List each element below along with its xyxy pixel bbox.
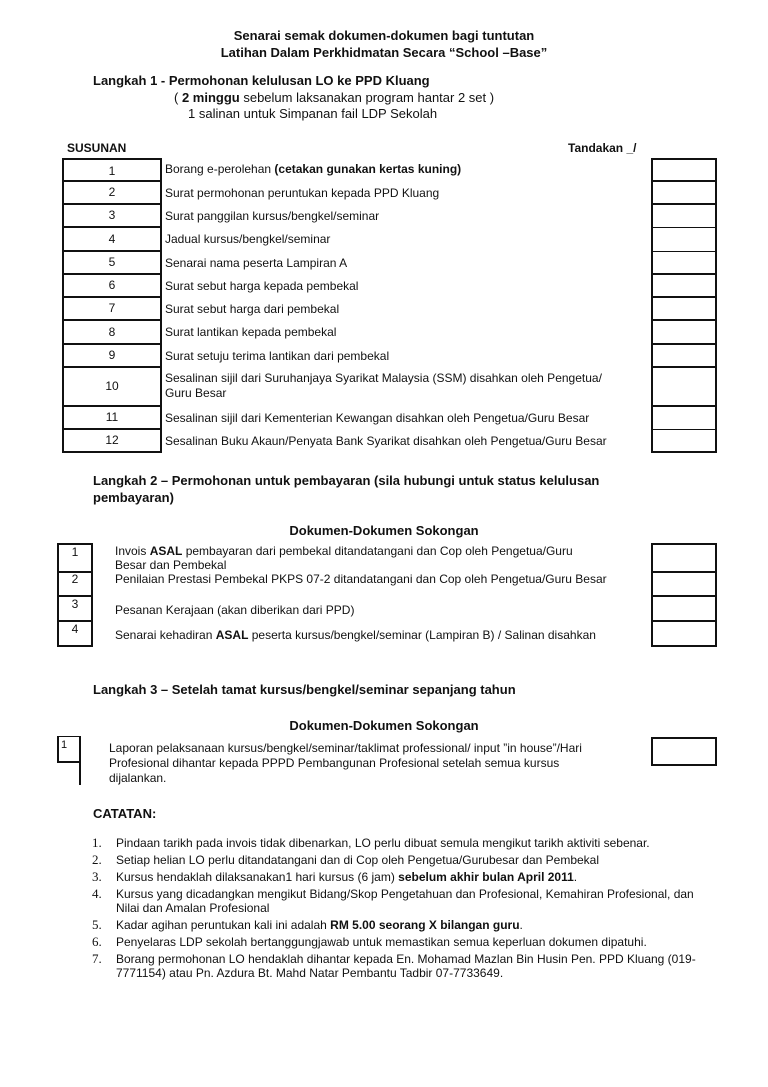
step2-check-box[interactable] [651, 572, 717, 597]
step2-check-box[interactable] [651, 622, 717, 647]
step1-subtitle [174, 90, 494, 105]
step1-row-number: 11 [62, 407, 162, 430]
step1-sub-bold: 2 minggu [181, 90, 240, 105]
note-number: 3. [92, 869, 102, 884]
step3-check-box[interactable] [651, 737, 717, 766]
step2-row-text [115, 544, 573, 572]
step1-row-text-main: Jadual kursus/bengkel/seminar [165, 232, 331, 246]
note-text: Pindaan tarikh pada invois tidak dibenarkan, LO perlu dibuat semula mengikut tarikh aktiviti sebenar. [116, 836, 650, 850]
step1-heading: Langkah 1 - Permohonan kelulusan LO ke PPD Kluang [93, 73, 430, 88]
column-header-susunan: SUSUNAN [67, 141, 127, 155]
step1-row-text [165, 349, 389, 364]
step3-number-box [57, 736, 81, 763]
step1-check-box[interactable] [651, 298, 717, 321]
step1-check-box[interactable] [651, 430, 717, 453]
step2-check-box[interactable] [651, 543, 717, 573]
note-text-post: . [519, 918, 523, 932]
step3-subheading: Dokumen-Dokumen Sokongan [289, 718, 479, 733]
step1-check-box[interactable] [651, 205, 717, 228]
step1-row-text-main: Surat panggilan kursus/bengkel/seminar [165, 209, 380, 223]
step1-check-box[interactable] [651, 407, 717, 430]
step2-heading [93, 472, 599, 506]
step1-check-box[interactable] [651, 228, 717, 252]
note-item [92, 952, 712, 980]
step1-row-text [165, 434, 607, 449]
step2-subheading: Dokumen-Dokumen Sokongan [289, 523, 479, 538]
step1-check-box[interactable] [651, 182, 717, 205]
step1-row-text-main: Surat setuju terima lantikan dari pembekal [165, 349, 390, 363]
step1-row-text-line1: Sesalinan sijil dari Suruhanjaya Syarikat Malaysia (SSM) disahkan oleh Pengetua/ [165, 371, 602, 385]
step1-check-box[interactable] [651, 275, 717, 298]
step2-row-text-line1 [115, 572, 607, 586]
step1-sub-open: ( [174, 90, 182, 105]
step2-row-text-line1 [115, 544, 573, 558]
step3-row-number: 1 [61, 739, 68, 751]
step1-check-box[interactable] [651, 321, 717, 345]
step3-number-line [79, 761, 81, 785]
step2-row-number: 4 [57, 622, 93, 647]
note-text: Borang permohonan LO hendaklah dihantar kepada En. Mohamad Mazlan Bin Husin Pen. PPD Kluang (019-7771154) atau Pn. Azdura Bt. Mahd Natar Pembantu Tadbir 07-7733649. [116, 952, 696, 980]
document-title-line1: Senarai semak dokumen-dokumen bagi tuntutan [233, 28, 535, 43]
note-item [92, 870, 712, 884]
note-item [92, 935, 712, 949]
note-number: 7. [92, 951, 102, 966]
step2-row-text [115, 603, 354, 617]
step1-check-box[interactable] [651, 158, 717, 182]
step1-row-text [165, 279, 358, 294]
step1-row-number: 3 [62, 205, 162, 228]
step1-row-text [165, 209, 379, 224]
step1-row-number: 4 [62, 228, 162, 252]
step2-row-number: 3 [57, 597, 93, 622]
note-number: 1. [92, 835, 102, 850]
step1-check-box[interactable] [651, 252, 717, 275]
column-header-tandakan: Tandakan _/ [568, 141, 637, 155]
step2-row-text-post: pembayaran dari pembekal ditandatangani dan Cop oleh Pengetua/Guru [182, 544, 573, 558]
note-item [92, 853, 712, 867]
note-number: 4. [92, 886, 102, 901]
note-item [92, 918, 712, 932]
note-item [92, 836, 712, 850]
step1-row-text [165, 371, 602, 401]
step1-row-number: 5 [62, 252, 162, 275]
note-number: 5. [92, 917, 102, 932]
note-text-post: . [573, 870, 578, 884]
step1-row-number: 1 [62, 158, 162, 182]
step1-check-box[interactable] [651, 368, 717, 407]
step3-row-line2: Profesional dihantar kepada PPPD Pembangunan Profesional setelah semua kursus [109, 756, 560, 770]
note-item [92, 887, 712, 915]
step1-row-number: 9 [62, 345, 162, 368]
step1-row-text [165, 186, 439, 201]
step2-row-number: 2 [57, 572, 93, 597]
step2-row-text-pre: Penilaian Prestasi Pembekal PKPS 07-2 ditandatangani dan Cop oleh Pengetua/Guru Besar [115, 572, 607, 586]
step2-row-text-bold: ASAL [215, 628, 249, 642]
step2-row-text [115, 572, 607, 586]
step2-row-text-pre: Senarai kehadiran [115, 628, 216, 642]
notes-list [92, 836, 712, 983]
step1-row-text-main: Senarai nama peserta Lampiran A [165, 256, 348, 270]
step1-row-number: 7 [62, 298, 162, 321]
step1-row-text [165, 325, 336, 340]
step1-row-number: 2 [62, 182, 162, 205]
step1-row-number: 10 [62, 368, 162, 407]
step2-heading-line2: pembayaran) [93, 490, 174, 505]
step1-row-text [165, 256, 347, 271]
step1-sub-rest: sebelum laksanakan program hantar 2 set ) [239, 90, 495, 105]
step2-row-text-line1 [115, 628, 596, 642]
step1-row-number: 12 [62, 430, 162, 453]
note-text-bold: RM 5.00 seorang X bilangan guru [330, 918, 520, 932]
step3-row-line3: dijalankan. [109, 771, 167, 785]
step3-row-text [109, 741, 582, 786]
step2-row-text-post: peserta kursus/bengkel/seminar (Lampiran B) / Salinan disahkan [248, 628, 596, 642]
notes-heading: CATATAN: [93, 806, 157, 821]
step1-row-text-main: Sesalinan sijil dari Kementerian Kewangan disahkan oleh Pengetua/Guru Besar [165, 411, 590, 425]
step1-copy-note: 1 salinan untuk Simpanan fail LDP Sekolah [188, 106, 438, 121]
step1-check-box[interactable] [651, 345, 717, 368]
step2-row-text [115, 628, 596, 642]
step1-row-number: 6 [62, 275, 162, 298]
step2-row-text-pre: Invois [115, 544, 150, 558]
step1-row-text-main: Borang e-perolehan [165, 162, 275, 176]
step1-row-text-bold: (cetakan gunakan kertas kuning) [274, 162, 462, 176]
step1-row-number: 8 [62, 321, 162, 345]
step1-row-text-main: Surat sebut harga dari pembekal [165, 302, 340, 316]
step1-row-text [165, 232, 330, 247]
step1-row-text [165, 411, 589, 426]
step2-row-text-bold: ASAL [149, 544, 183, 558]
note-number: 6. [92, 934, 102, 949]
step2-row-text-line1 [115, 603, 354, 617]
step3-heading: Langkah 3 – Setelah tamat kursus/bengkel/seminar sepanjang tahun [93, 682, 516, 697]
step1-row-text-main: Surat permohonan peruntukan kepada PPD Kluang [165, 186, 440, 200]
note-text-bold: sebelum akhir bulan April 2011 [398, 870, 574, 884]
note-text: Setiap helian LO perlu ditandatangani dan di Cop oleh Pengetua/Gurubesar dan Pembekal [116, 853, 600, 867]
step2-check-box[interactable] [651, 597, 717, 622]
step2-row-number: 1 [57, 543, 93, 573]
note-number: 2. [92, 852, 102, 867]
step2-row-text-pre: Pesanan Kerajaan (akan diberikan dari PPD) [115, 603, 355, 617]
step1-row-text-line2: Guru Besar [165, 386, 227, 400]
note-text: Penyelaras LDP sekolah bertanggungjawab untuk memastikan semua keperluan dokumen dipatuhi. [116, 935, 647, 949]
step1-row-text [165, 302, 339, 317]
step1-row-text-main: Surat sebut harga kepada pembekal [165, 279, 359, 293]
step2-row-text-line2: Besar dan Pembekal [115, 558, 227, 572]
step1-row-text-main: Surat lantikan kepada pembekal [165, 325, 337, 339]
note-text: Kursus yang dicadangkan mengikut Bidang/Skop Pengetahuan dan Profesional, Kemahiran Profesional, dan Nilai dan Amalan Profesional [116, 887, 694, 915]
note-text: Kadar agihan peruntukan kali ini adalah [116, 918, 331, 932]
step1-row-text-main: Sesalinan Buku Akaun/Penyata Bank Syarikat disahkan oleh Pengetua/Guru Besar [165, 434, 607, 448]
step3-row-line1: Laporan pelaksanaan kursus/bengkel/seminar/taklimat professional/ input ”in house”/Hari [109, 741, 582, 755]
document-title-line2: Latihan Dalam Perkhidmatan Secara “School –Base” [220, 45, 548, 60]
note-text: Kursus hendaklah dilaksanakan1 hari kursus (6 jam) [116, 870, 399, 884]
step2-heading-line1: Langkah 2 – Permohonan untuk pembayaran (sila hubungi untuk status kelulusan [93, 473, 600, 488]
step1-row-text [165, 162, 461, 177]
